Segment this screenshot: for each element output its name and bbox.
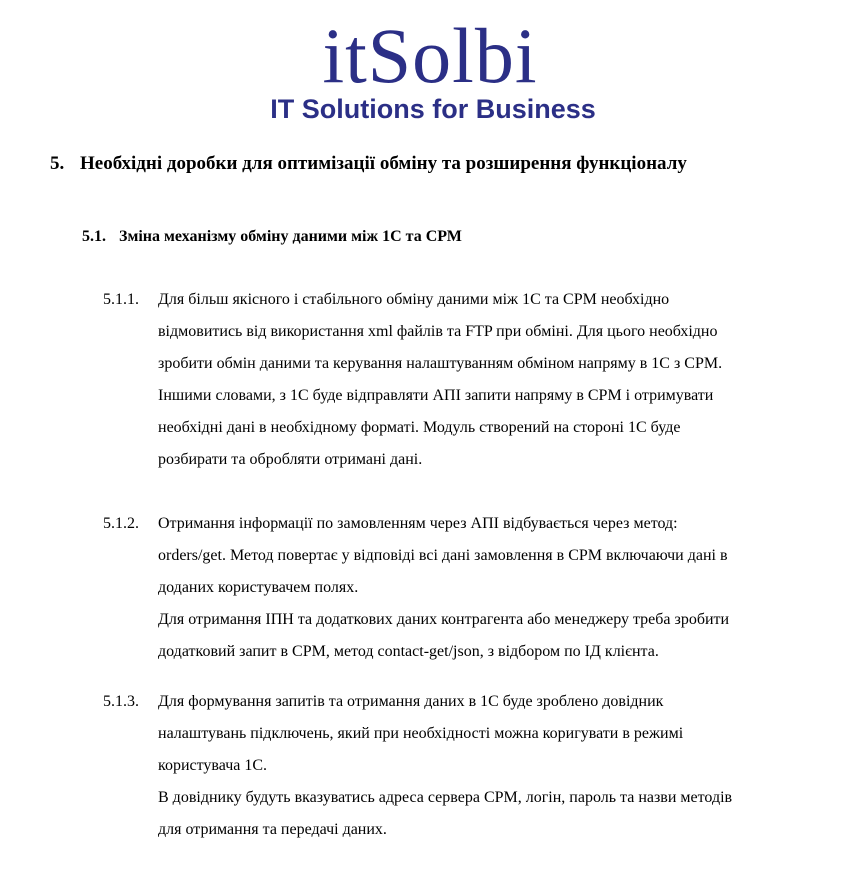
item-number: 5.1.1. <box>103 291 139 308</box>
item-line: Отримання інформації по замовленням через АПІ відбувається через метод: <box>158 515 678 532</box>
subsection-heading <box>82 228 462 246</box>
item-line: Для отримання ІПН та додаткових даних контрагента або менеджеру треба зробити <box>158 611 730 628</box>
item-line: Іншими словами, з 1С буде відправляти АПІ запити напряму в СРМ і отримувати <box>158 387 714 404</box>
item-line: відмовитись від використання xml файлів та FTP при обміні. Для цього необхідно <box>158 323 718 340</box>
list-item-5-1-3 <box>103 686 828 846</box>
item-line: користувача 1С. <box>158 757 268 774</box>
list-item-5-1-1 <box>103 284 828 476</box>
item-line: зробити обмін даними та керування налаштуванням обміном напряму в 1С з СРМ. <box>158 355 723 372</box>
item-body <box>158 508 828 668</box>
company-logo <box>0 14 852 124</box>
item-body <box>158 686 828 846</box>
subsection-title: Зміна механізму обміну даними між 1С та СРМ <box>119 228 462 245</box>
section-title: Необхідні доробки для оптимізації обміну та розширення функціоналу <box>80 153 687 174</box>
item-line: Для більш якісного і стабільного обміну даними між 1С та СРМ необхідно <box>158 291 670 308</box>
item-line: додатковий запит в СРМ, метод contact-get/json, з відбором по ІД клієнта. <box>158 643 659 660</box>
item-line: необхідні дані в необхідному форматі. Модуль створений на стороні 1С буде <box>158 419 681 436</box>
item-body <box>158 284 828 476</box>
logo-name: itSolbi <box>322 12 538 99</box>
section-heading <box>50 153 687 175</box>
item-line: для отримання та передачі даних. <box>158 821 387 838</box>
section-number: 5. <box>50 153 65 174</box>
item-line: В довіднику будуть вказуватись адреса сервера СРМ, логін, пароль та назви методів <box>158 789 733 806</box>
item-number: 5.1.3. <box>103 693 139 710</box>
item-line: налаштувань підключень, який при необхідності можна коригувати в режимі <box>158 725 684 742</box>
subsection-number: 5.1. <box>82 228 106 245</box>
item-number: 5.1.2. <box>103 515 139 532</box>
item-line: доданих користувачем полях. <box>158 579 359 596</box>
item-line: orders/get. Метод повертає у відповіді всі дані замовлення в СРМ включаючи дані в <box>158 547 728 564</box>
item-line: розбирати та обробляти отримані дані. <box>158 451 423 468</box>
list-item-5-1-2 <box>103 508 828 668</box>
item-line: Для формування запитів та отримання даних в 1С буде зроблено довідник <box>158 693 664 710</box>
logo-tagline: IT Solutions for Business <box>270 94 596 124</box>
